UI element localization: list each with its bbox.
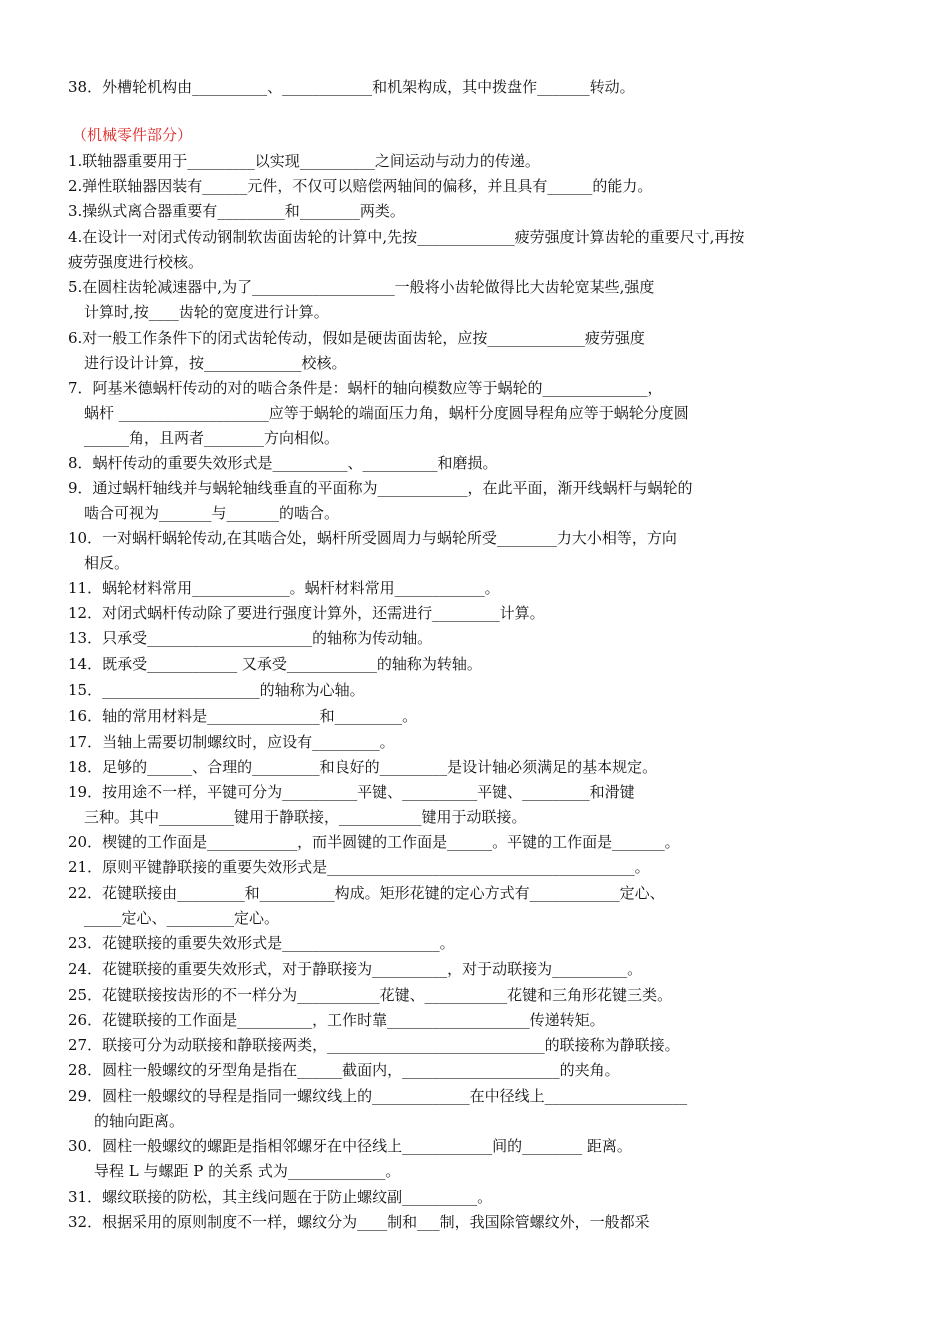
section-heading: （机械零件部分） <box>72 126 193 144</box>
question-31: 31．螺纹联接的防松，其主线问题在于防止螺纹副__________。 <box>68 1188 493 1206</box>
question-7: 7．阿基米德蜗杆传动的对的啮合条件是：蜗杆的轴向模数应等于蜗轮的______________， <box>68 379 663 397</box>
question-21: 21．原则平键静联接的重要失效形式是_________________________________________。 <box>68 858 650 876</box>
question-4-cont: 疲劳强度进行校核。 <box>68 253 204 271</box>
question-29-cont: 的轴向距离。 <box>94 1112 185 1130</box>
question-26: 26．花键联接的工作面是__________，工作时靠___________________传递转矩。 <box>68 1011 605 1029</box>
question-30-cont: 导程 L 与螺距 P 的关系 式为_____________。 <box>94 1162 401 1180</box>
question-16: 16．轴的常用材料是_______________和_________。 <box>68 707 418 725</box>
question-20: 20．楔键的工作面是____________，而半圆键的工作面是______。平键的工作面是_______。 <box>68 833 680 851</box>
question-14: 14．既承受____________ 又承受____________的轴称为转轴。 <box>68 655 482 673</box>
question-22-cont: _____定心、_________定心。 <box>84 909 280 927</box>
question-23: 23．花键联接的重要失效形式是_____________________。 <box>68 934 455 952</box>
question-8: 8．蜗杆传动的重要失效形式是__________、__________和磨损。 <box>68 454 498 472</box>
question-10: 10．一对蜗杆蜗轮传动,在其啮合处，蜗杆所受圆周力与蜗轮所受________力大小相等，方向 <box>68 529 677 547</box>
question-6-cont: 进行设计计算，按_____________校核。 <box>84 354 347 372</box>
question-19-cont: 三种。其中__________键用于静联接，___________键用于动联接。 <box>84 808 527 826</box>
question-10-cont: 相反。 <box>84 554 130 572</box>
question-27: 27．联接可分为动联接和静联接两类，_____________________________的联接称为静联接。 <box>68 1036 680 1054</box>
question-30: 30．圆柱一般螺纹的螺距是指相邻螺牙在中径线上____________间的________ 距离。 <box>68 1137 632 1155</box>
question-9-cont: 啮合可视为_______与_______的啮合。 <box>84 504 340 522</box>
question-22: 22．花键联接由_________和__________构成。矩形花键的定心方式有____________定心、 <box>68 884 665 902</box>
question-28: 28．圆柱一般螺纹的牙型角是指在______截面内，_____________________的夹角。 <box>68 1061 620 1079</box>
question-2: 2.弹性联轴器因装有______元件，不仅可以赔偿两轴间的偏移，并且具有______的能力。 <box>68 177 653 195</box>
question-6: 6.对一般工作条件下的闭式齿轮传动，假如是硬齿面齿轮，应按_____________疲劳强度 <box>68 329 645 347</box>
question-17: 17．当轴上需要切制螺纹时，应设有_________。 <box>68 733 395 751</box>
question-15: 15．_____________________的轴称为心轴。 <box>68 681 365 699</box>
question-24: 24．花键联接的重要失效形式，对于静联接为__________，对于动联接为__________。 <box>68 960 643 978</box>
question-12: 12．对闭式蜗杆传动除了要进行强度计算外，还需进行_________计算。 <box>68 604 545 622</box>
question-4: 4.在设计一对闭式传动钢制软齿面齿轮的计算中,先按_____________疲劳强度计算齿轮的重要尺寸,再按 <box>68 228 745 246</box>
question-32: 32．根据采用的原则制度不一样，螺纹分为____制和___制，我国除管螺纹外，一般都采 <box>68 1213 650 1231</box>
question-29: 29．圆柱一般螺纹的导程是指同一螺纹线上的_____________在中径线上___________________ <box>68 1087 688 1105</box>
question-5: 5.在圆柱齿轮减速器中,为了___________________一般将小齿轮做得比大齿轮宽某些,强度 <box>68 278 655 296</box>
question-25: 25．花键联接按齿形的不一样分为___________花键、___________花键和三角形花键三类。 <box>68 986 673 1004</box>
question-11: 11．蜗轮材料常用_____________。蜗杆材料常用____________。 <box>68 579 500 597</box>
question-1: 1.联轴器重要用于_________以实现__________之间运动与动力的传递。 <box>68 152 540 170</box>
question-7-cont-2: ______角，且两者________方向相似。 <box>84 429 340 447</box>
question-9: 9．通过蜗杆轴线并与蜗轮轴线垂直的平面称为____________，在此平面，渐开线蜗杆与蜗轮的 <box>68 479 693 497</box>
question-38: 38．外槽轮机构由__________、____________和机架构成，其中拨盘作_______转动。 <box>68 78 635 96</box>
question-13: 13．只承受______________________的轴称为传动轴。 <box>68 629 433 647</box>
question-3: 3.操纵式离合器重要有_________和________两类。 <box>68 202 405 220</box>
question-5-cont: 计算时,按____齿轮的宽度进行计算。 <box>84 303 329 321</box>
question-18: 18．足够的______、合理的_________和良好的_________是设计轴必须满足的基本规定。 <box>68 758 658 776</box>
question-7-cont-1: 蜗杆 ____________________应等于蜗轮的端面压力角，蜗杆分度圆导程角应等于蜗轮分度圆 <box>84 404 689 422</box>
question-19: 19．按用途不一样，平键可分为__________平键、__________平键、_________和滑键 <box>68 783 635 801</box>
